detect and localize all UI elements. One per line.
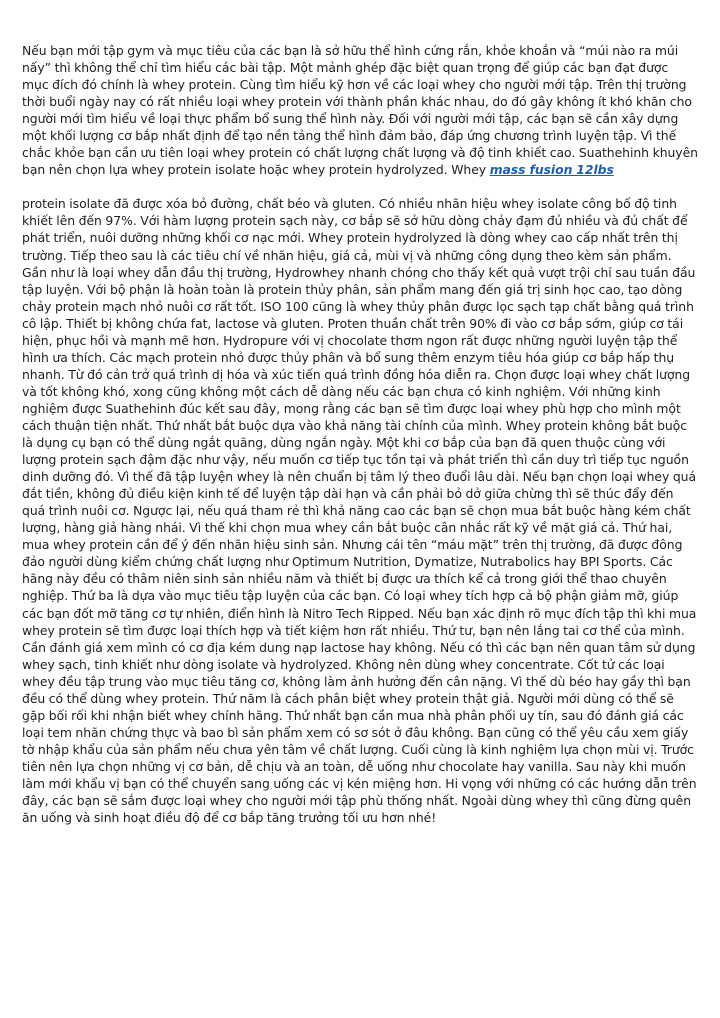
intro-paragraph (22, 42, 698, 178)
article (22, 42, 698, 826)
intro-text: Nếu bạn mới tập gym và mục tiêu của các bạn là sở hữu thể hình cứng rắn, khỏe khoắn và “múi nào ra múi nấy” thì không thể chỉ tìm hiểu các bài tập. Một mảnh ghép đặc biệt quan trọng để giúp các bạn đạt được mục đích đó chính là whey protein. Cùng tìm hiểu kỹ hơn về các loại whey cho người mới tập. Trên thị trường thời buổi ngày nay có rất nhiều loại whey protein với thành phần khác nhau, do đó gây không ít khó khăn cho người mới tìm hiểu về loại thực phẩm bổ sung thể hình này. Đối với người mới tập, các bạn sẽ cần xây dựng một khối lượng cơ bắp nhất định để tạo nền tảng thể hình đảm bảo, đáp ứng chương trình luyện tập. Vì thế chắc khỏe bạn cần ưu tiên loại whey protein có chất lượng chất lượng và độ tinh khiết cao. Suathehinh khuyên bạn nên chọn lựa whey protein isolate hoặc whey protein hydrolyzed. Whey (22, 43, 698, 178)
body-paragraph: protein isolate đã được xóa bỏ đường, chất béo và gluten. Có nhiều nhãn hiệu whey isolate công bố độ tinh khiết lên đến 97%. Với hàm lượng protein sạch này, cơ bắp sẽ sở hữu dòng chảy đạm đủ nhiều và đủ chất để phát triển, nuôi dưỡng những khối cơ nạc mới. Whey protein hydrolyzed là dòng whey cao cấp nhất trên thị trường. Tiếp theo sau là các tiêu chí về nhãn hiệu, giá cả, mùi vị và những công dụng theo kèm sản phẩm. Gần như là loại whey dẫn đầu thị trường, Hydrowhey nhanh chóng cho thấy kết quả vượt trội chỉ sau tuần đầu tập luyện. Với bộ phận là hoàn toàn là protein thủy phân, sản phẩm mang đến giá trị sinh học cao, tạo dòng chảy protein mạch nhỏ nuôi cơ rất tốt. ISO 100 cũng là whey thủy phân được lọc sạch tạp chất bằng quá trình cô lập. Thiết bị không chứa fat, lactose và gluten. Proten thuần chất trên 90% đi vào cơ bắp sớm, giúp cơ tái hiện, phục hồi và mạnh mẽ hơn. Hydropure với vị chocolate thơm ngon rất được những người luyện tập thể hình ưa thích. Các mạch protein nhỏ được thủy phân và bổ sung thêm enzym tiêu hóa giúp cơ bắp hấp thụ nhanh. Từ đó cản trở quá trình dị hóa và xúc tiến quá trình đồng hóa diễn ra. Chọn được loại whey chất lượng và tốt không khó, xong cũng không một cách dễ dàng nếu các bạn chưa có kinh nghiệm. Với những kinh nghiệm được Suathehinh đúc kết sau đây, mong rằng các bạn sẽ tìm được loại whey phù hợp cho mình một cách thuận tiện nhất. Thứ nhất bắt buộc dựa vào khả năng tài chính của mình. Whey protein không bắt buộc là dụng cụ bạn có thể dùng ngắt quãng, dùng ngắn ngày. Một khi cơ bắp của bạn đã quen thuộc cùng với lượng protein sạch đậm đặc như vậy, nếu muốn cơ tiếp tục tồn tại và phát triển thì cần duy trì tiếp tục nguồn dinh dưỡng đó. Vì thế đã tập luyện whey là nên chuẩn bị tâm lý theo đuổi lâu dài. Nếu bạn chọn loại whey quá đắt tiền, không đủ điều kiện kinh tế để luyện tập dài hạn và cần phải bỏ dở giữa chừng thì sẽ thúc đẩy đến quá trình nuôi cơ. Ngược lại, nếu quá tham rẻ thì khả năng cao các bạn sẽ chọn mua bắt buộc hàng kém chất lượng, hàng giả hàng nhái. Vì thế khi chọn mua whey cần bắt buộc cân nhắc rất kỹ về mặt giá cả. Thứ hai, mua whey protein cần để ý đến nhãn hiệu sinh sản. Nhưng cái tên “máu mặt” trên thị trường, đã được đông đảo người dùng kiểm chứng chất lượng như Optimum Nutrition, Dymatize, Nutrabolics hay BPI Sports. Các hãng này đều có thâm niên sinh sản nhiều năm và thiết bị được ưa thích kể cả trong giới thể thao chuyên nghiệp. Thứ ba là dựa vào mục tiêu tập luyện của các bạn. Có loại whey tích hợp cả bộ phận giảm mỡ, giúp các bạn đốt mỡ tăng cơ tự nhiên, điển hình là Nitro Tech Ripped. Nếu bạn xác định rõ mục đích tập thì khi mua whey protein sẽ tìm được loại thích hợp và tiết kiệm hơn rất nhiều. Thứ tư, bạn nên lắng tai cơ thể của mình. Cần đánh giá xem mình có cơ địa kém dung nạp lactose hay không. Nếu có thì các bạn nên quan tâm sử dụng whey sạch, tinh khiết như dòng isolate và hydrolyzed. Không nên dùng whey concentrate. Cốt tử các loại whey đều tập trung vào mục tiêu tăng cơ, không làm ảnh hưởng đến cân nặng. Vì thế dù béo hay gầy thì bạn đều có thể dùng whey protein. Thứ năm là cách phân biệt whey protein thật giả. Người mới dùng có thể sẽ gặp bối rối khi nhận biết whey chính hãng. Thứ nhất bạn cần mua nhà phân phối uy tín, sau đó đánh giá các loại tem nhãn chứng thực và bao bì sản phẩm xem có sơ sót ở đâu không. Bạn cũng có thể yêu cầu xem giấy tờ nhập khẩu của sản phẩm nếu chưa yên tâm về chất lượng. Cuối cùng là kinh nghiệm lựa chọn mùi vị. Trước tiên nên lựa chọn những vị cơ bản, dễ chịu và an toàn, dễ uống như chocolate hay vanilla. Sau này khi muốn làm mới khẩu vị bạn có thể chuyển sang uống các vị kén miệng hơn. Hi vọng với những có các hướng dẫn trên đây, các bạn sẽ sắm được loại whey cho người mới tập phù thống nhất. Ngoài dùng whey thì cũng đừng quên ăn uống và sinh hoạt điều độ để cơ bắp tăng trưởng tối ưu hơn nhé! (22, 196, 697, 826)
mass-fusion-link[interactable]: mass fusion 12lbs (489, 162, 614, 178)
